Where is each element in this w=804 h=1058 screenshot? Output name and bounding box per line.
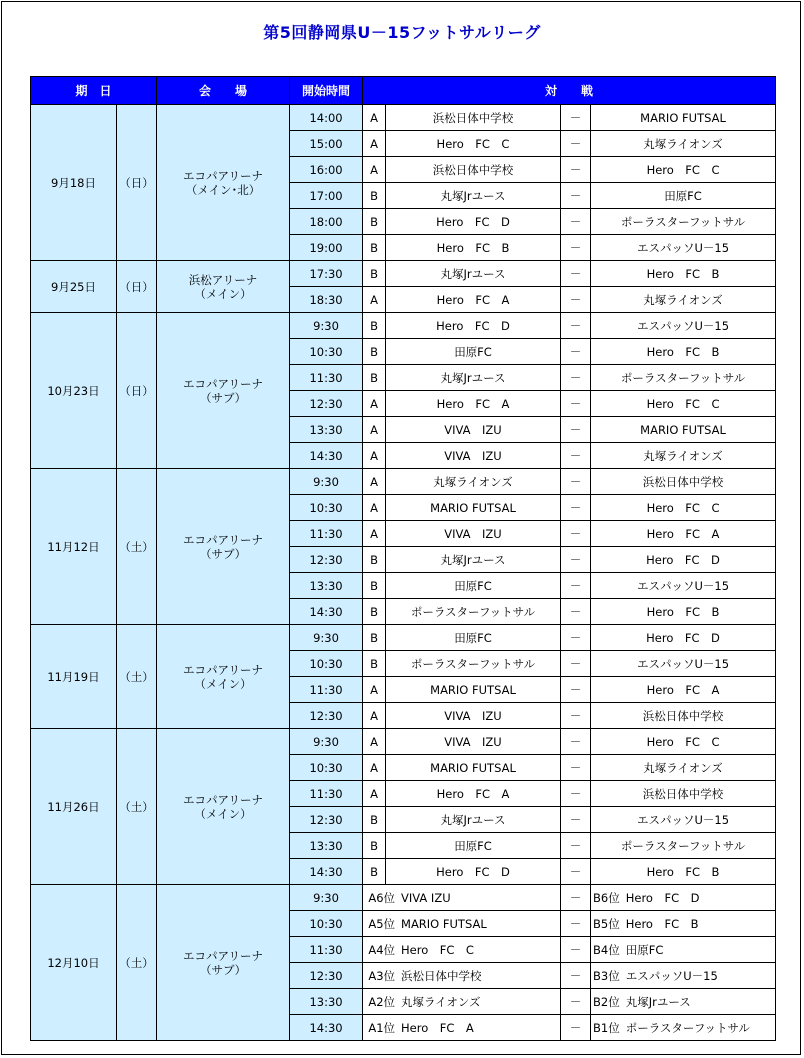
group-label: B xyxy=(363,235,386,261)
away-team: エスパッソU－15 xyxy=(591,651,776,677)
away-team: Hero FC B xyxy=(591,261,776,287)
table-row xyxy=(31,885,776,911)
table-row xyxy=(31,469,776,495)
away-team: ポーラスターフットサル xyxy=(591,833,776,859)
match-venue xyxy=(157,625,290,729)
away-team: Hero FC C xyxy=(591,391,776,417)
home-team: VIVA IZU xyxy=(386,417,561,443)
group-label: B xyxy=(363,599,386,625)
home-rank: A2位 xyxy=(368,994,396,1009)
schedule-body xyxy=(31,105,776,1041)
versus-dash: － xyxy=(561,131,591,157)
versus-dash: － xyxy=(561,495,591,521)
home-team: 丸塚Jrユース xyxy=(386,261,561,287)
group-label: B xyxy=(363,625,386,651)
venue-line: （サブ） xyxy=(199,962,247,977)
home-team xyxy=(363,885,561,911)
versus-dash: － xyxy=(561,625,591,651)
away-team: ポーラスターフットサル xyxy=(591,209,776,235)
match-weekday: （土） xyxy=(117,625,157,729)
versus-dash: － xyxy=(561,261,591,287)
away-team-name: 田原FC xyxy=(625,942,664,957)
kickoff-time: 12:30 xyxy=(290,391,363,417)
kickoff-time: 15:00 xyxy=(290,131,363,157)
match-weekday: （日） xyxy=(117,105,157,261)
home-team: Hero FC A xyxy=(386,287,561,313)
match-weekday: （日） xyxy=(117,313,157,469)
versus-dash: － xyxy=(561,755,591,781)
versus-dash: － xyxy=(561,365,591,391)
match-date: 9月18日 xyxy=(31,105,117,261)
group-label: A xyxy=(363,755,386,781)
versus-dash: － xyxy=(561,1015,591,1041)
group-label: B xyxy=(363,183,386,209)
versus-dash: － xyxy=(561,521,591,547)
away-team: Hero FC C xyxy=(591,729,776,755)
home-team: 田原FC xyxy=(386,573,561,599)
versus-dash: － xyxy=(561,807,591,833)
group-label: A xyxy=(363,131,386,157)
away-team: エスパッソU－15 xyxy=(591,573,776,599)
kickoff-time: 11:30 xyxy=(290,781,363,807)
match-weekday: （日） xyxy=(117,261,157,313)
kickoff-time: 12:30 xyxy=(290,547,363,573)
group-label: A xyxy=(363,521,386,547)
home-rank: A1位 xyxy=(368,1020,396,1035)
kickoff-time: 10:30 xyxy=(290,495,363,521)
group-label: A xyxy=(363,287,386,313)
home-team: MARIO FUTSAL xyxy=(386,755,561,781)
versus-dash: － xyxy=(561,469,591,495)
home-team-name: Hero FC C xyxy=(401,942,474,957)
match-date: 10月23日 xyxy=(31,313,117,469)
away-team: Hero FC C xyxy=(591,157,776,183)
venue-line: エコパアリーナ xyxy=(182,168,264,183)
group-label: B xyxy=(363,339,386,365)
versus-dash: － xyxy=(561,729,591,755)
home-team: 丸塚Jrユース xyxy=(386,547,561,573)
group-label: A xyxy=(363,495,386,521)
away-team: ポーラスターフットサル xyxy=(591,365,776,391)
versus-dash: － xyxy=(561,209,591,235)
away-team: Hero FC D xyxy=(591,625,776,651)
group-label: A xyxy=(363,105,386,131)
group-label: B xyxy=(363,859,386,885)
home-team: Hero FC C xyxy=(386,131,561,157)
home-rank: A6位 xyxy=(368,890,396,905)
match-venue xyxy=(157,313,290,469)
match-weekday: （土） xyxy=(117,885,157,1041)
kickoff-time: 17:30 xyxy=(290,261,363,287)
kickoff-time: 14:30 xyxy=(290,599,363,625)
venue-line: （サブ） xyxy=(199,390,247,405)
away-team: 浜松日体中学校 xyxy=(591,703,776,729)
home-team: 浜松日体中学校 xyxy=(386,157,561,183)
versus-dash: － xyxy=(561,703,591,729)
group-label: A xyxy=(363,469,386,495)
away-team: 丸塚ライオンズ xyxy=(591,287,776,313)
kickoff-time: 10:30 xyxy=(290,339,363,365)
venue-line: （メイン） xyxy=(194,676,252,691)
home-team: VIVA IZU xyxy=(386,443,561,469)
versus-dash: － xyxy=(561,157,591,183)
match-date: 11月19日 xyxy=(31,625,117,729)
kickoff-time: 9:30 xyxy=(290,729,363,755)
versus-dash: － xyxy=(561,937,591,963)
kickoff-time: 9:30 xyxy=(290,469,363,495)
versus-dash: － xyxy=(561,833,591,859)
home-team-name: Hero FC A xyxy=(401,1020,474,1035)
away-team xyxy=(591,937,776,963)
group-label: B xyxy=(363,833,386,859)
kickoff-time: 19:00 xyxy=(290,235,363,261)
venue-line: （メイン） xyxy=(194,286,252,301)
versus-dash: － xyxy=(561,599,591,625)
away-team: 田原FC xyxy=(591,183,776,209)
group-label: A xyxy=(363,417,386,443)
away-rank: B2位 xyxy=(593,994,620,1009)
table-row xyxy=(31,625,776,651)
match-venue xyxy=(157,885,290,1041)
versus-dash: － xyxy=(561,339,591,365)
kickoff-time: 11:30 xyxy=(290,365,363,391)
away-team-name: Hero FC B xyxy=(625,916,699,931)
venue-line: エコパアリーナ xyxy=(182,792,264,807)
venue-line: エコパアリーナ xyxy=(182,532,264,547)
kickoff-time: 12:30 xyxy=(290,703,363,729)
group-label: A xyxy=(363,391,386,417)
group-label: B xyxy=(363,807,386,833)
away-team: MARIO FUTSAL xyxy=(591,417,776,443)
versus-dash: － xyxy=(561,183,591,209)
kickoff-time: 11:30 xyxy=(290,937,363,963)
kickoff-time: 12:30 xyxy=(290,963,363,989)
away-team: Hero FC A xyxy=(591,677,776,703)
versus-dash: － xyxy=(561,547,591,573)
kickoff-time: 9:30 xyxy=(290,313,363,339)
away-team: Hero FC D xyxy=(591,547,776,573)
venue-line: 浜松アリーナ xyxy=(188,272,258,287)
kickoff-time: 9:30 xyxy=(290,625,363,651)
kickoff-time: 17:00 xyxy=(290,183,363,209)
away-team: 丸塚ライオンズ xyxy=(591,755,776,781)
venue-line: エコパアリーナ xyxy=(182,376,264,391)
home-team: 田原FC xyxy=(386,833,561,859)
kickoff-time: 11:30 xyxy=(290,521,363,547)
home-team: Hero FC A xyxy=(386,781,561,807)
home-team: 丸塚ライオンズ xyxy=(386,469,561,495)
kickoff-time: 13:30 xyxy=(290,989,363,1015)
away-team-name: エスパッソU－15 xyxy=(625,968,718,983)
versus-dash: － xyxy=(561,235,591,261)
group-label: A xyxy=(363,157,386,183)
match-weekday: （土） xyxy=(117,469,157,625)
page-title: 第5回静岡県U－15フットサルリーグ xyxy=(263,23,541,42)
group-label: A xyxy=(363,443,386,469)
away-team: エスパッソU－15 xyxy=(591,313,776,339)
away-team: Hero FC A xyxy=(591,521,776,547)
home-team: 丸塚Jrユース xyxy=(386,183,561,209)
away-rank: B3位 xyxy=(593,968,620,983)
home-team: Hero FC D xyxy=(386,313,561,339)
header-row xyxy=(31,77,776,105)
group-label: B xyxy=(363,365,386,391)
kickoff-time: 14:30 xyxy=(290,443,363,469)
group-label: B xyxy=(363,651,386,677)
match-weekday: （土） xyxy=(117,729,157,885)
match-venue xyxy=(157,261,290,313)
home-team: MARIO FUTSAL xyxy=(386,495,561,521)
home-team-name: 浜松日体中学校 xyxy=(401,968,482,983)
versus-dash: － xyxy=(561,781,591,807)
away-team: MARIO FUTSAL xyxy=(591,105,776,131)
away-team: Hero FC B xyxy=(591,339,776,365)
home-team xyxy=(363,989,561,1015)
home-team: 田原FC xyxy=(386,625,561,651)
away-rank: B4位 xyxy=(593,942,620,957)
venue-line: （メイン･北） xyxy=(185,182,261,197)
away-team: Hero FC C xyxy=(591,495,776,521)
match-date: 11月12日 xyxy=(31,469,117,625)
home-team-name: MARIO FUTSAL xyxy=(401,916,487,931)
away-team: Hero FC B xyxy=(591,599,776,625)
away-team: 浜松日体中学校 xyxy=(591,469,776,495)
away-team xyxy=(591,989,776,1015)
versus-dash: － xyxy=(561,573,591,599)
group-label: B xyxy=(363,313,386,339)
header-time: 開始時間 xyxy=(290,77,363,105)
home-team xyxy=(363,911,561,937)
kickoff-time: 13:30 xyxy=(290,417,363,443)
away-team xyxy=(591,911,776,937)
away-team: エスパッソU－15 xyxy=(591,235,776,261)
versus-dash: － xyxy=(561,885,591,911)
home-team: VIVA IZU xyxy=(386,729,561,755)
away-team: Hero FC B xyxy=(591,859,776,885)
header-venue: 会 場 xyxy=(157,77,290,105)
versus-dash: － xyxy=(561,651,591,677)
group-label: A xyxy=(363,781,386,807)
versus-dash: － xyxy=(561,911,591,937)
home-team: 田原FC xyxy=(386,339,561,365)
versus-dash: － xyxy=(561,287,591,313)
group-label: A xyxy=(363,729,386,755)
venue-line: エコパアリーナ xyxy=(182,948,264,963)
kickoff-time: 13:30 xyxy=(290,573,363,599)
away-team xyxy=(591,885,776,911)
kickoff-time: 10:30 xyxy=(290,911,363,937)
home-team-name: 丸塚ライオンズ xyxy=(401,994,481,1009)
schedule-table xyxy=(30,76,776,1041)
home-team-name: VIVA IZU xyxy=(401,890,451,905)
match-date: 12月10日 xyxy=(31,885,117,1041)
home-rank: A5位 xyxy=(368,916,396,931)
versus-dash: － xyxy=(561,963,591,989)
venue-line: （サブ） xyxy=(199,546,247,561)
table-row xyxy=(31,313,776,339)
home-team: MARIO FUTSAL xyxy=(386,677,561,703)
away-team-name: 丸塚Jrユース xyxy=(625,994,691,1009)
kickoff-time: 14:00 xyxy=(290,105,363,131)
away-team: エスパッソU－15 xyxy=(591,807,776,833)
kickoff-time: 18:30 xyxy=(290,287,363,313)
versus-dash: － xyxy=(561,443,591,469)
kickoff-time: 14:30 xyxy=(290,1015,363,1041)
home-team: Hero FC A xyxy=(386,391,561,417)
home-team: VIVA IZU xyxy=(386,521,561,547)
kickoff-time: 11:30 xyxy=(290,677,363,703)
home-team: Hero FC D xyxy=(386,859,561,885)
group-label: A xyxy=(363,703,386,729)
away-team xyxy=(591,1015,776,1041)
venue-line: エコパアリーナ xyxy=(182,662,264,677)
group-label: A xyxy=(363,677,386,703)
kickoff-time: 14:30 xyxy=(290,859,363,885)
home-team xyxy=(363,963,561,989)
match-venue xyxy=(157,729,290,885)
kickoff-time: 18:00 xyxy=(290,209,363,235)
home-team: VIVA IZU xyxy=(386,703,561,729)
kickoff-time: 9:30 xyxy=(290,885,363,911)
away-rank: B6位 xyxy=(593,890,620,905)
away-team: 丸塚ライオンズ xyxy=(591,443,776,469)
header-date: 期 日 xyxy=(31,77,157,105)
home-team: 丸塚Jrユース xyxy=(386,807,561,833)
versus-dash: － xyxy=(561,677,591,703)
group-label: B xyxy=(363,547,386,573)
home-rank: A4位 xyxy=(368,942,396,957)
kickoff-time: 10:30 xyxy=(290,755,363,781)
table-row xyxy=(31,729,776,755)
versus-dash: － xyxy=(561,391,591,417)
home-team: ポーラスターフットサル xyxy=(386,651,561,677)
home-rank: A3位 xyxy=(368,968,396,983)
group-label: B xyxy=(363,209,386,235)
kickoff-time: 16:00 xyxy=(290,157,363,183)
home-team: Hero FC B xyxy=(386,235,561,261)
away-team: 丸塚ライオンズ xyxy=(591,131,776,157)
table-row xyxy=(31,261,776,287)
home-team: 浜松日体中学校 xyxy=(386,105,561,131)
match-date: 9月25日 xyxy=(31,261,117,313)
away-rank: B5位 xyxy=(593,916,620,931)
match-date: 11月26日 xyxy=(31,729,117,885)
away-team-name: ポーラスターフットサル xyxy=(625,1020,750,1035)
kickoff-time: 13:30 xyxy=(290,833,363,859)
home-team xyxy=(363,1015,561,1041)
away-team: 浜松日体中学校 xyxy=(591,781,776,807)
versus-dash: － xyxy=(561,313,591,339)
away-rank: B1位 xyxy=(593,1020,620,1035)
home-team: 丸塚Jrユース xyxy=(386,365,561,391)
versus-dash: － xyxy=(561,989,591,1015)
kickoff-time: 12:30 xyxy=(290,807,363,833)
away-team xyxy=(591,963,776,989)
table-row xyxy=(31,105,776,131)
versus-dash: － xyxy=(561,105,591,131)
versus-dash: － xyxy=(561,859,591,885)
match-venue xyxy=(157,105,290,261)
home-team: ポーラスターフットサル xyxy=(386,599,561,625)
home-team: Hero FC D xyxy=(386,209,561,235)
group-label: B xyxy=(363,261,386,287)
versus-dash: － xyxy=(561,417,591,443)
kickoff-time: 10:30 xyxy=(290,651,363,677)
venue-line: （メイン） xyxy=(194,806,252,821)
group-label: B xyxy=(363,573,386,599)
header-match: 対 戦 xyxy=(363,77,776,105)
away-team-name: Hero FC D xyxy=(625,890,700,905)
home-team xyxy=(363,937,561,963)
match-venue xyxy=(157,469,290,625)
